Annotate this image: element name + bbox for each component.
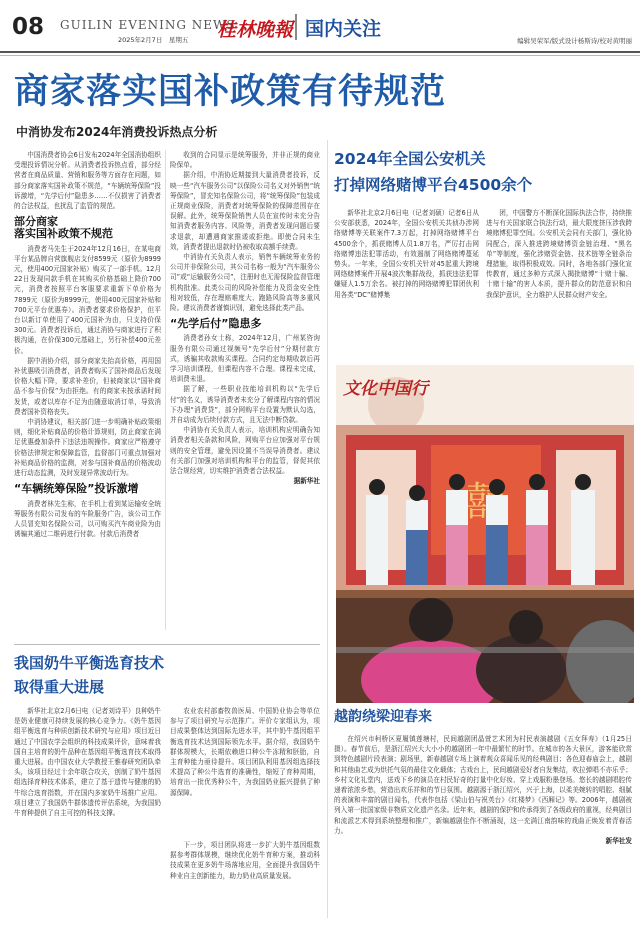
- section-title: 国内关注: [305, 18, 382, 40]
- lead-paragraph: 消费者马先生于2024年12月16日，在某电商平台某品牌自营旗舰店支付8599元（原价为8999元，使用400元国家补贴）购买了一部手机。12月22日发现同款手机在其购买价格基础上降价700元，消费者按照平台客服要求重新下单价格为7899元（原价为8999元，使用400元国家补贴和700元平台优惠券）。消费者要求价格保护，但平台以新订单使用了400元国补为由，只支持价保300元。消费者投诉后，通过消协与商家进行了积极沟通，在价保300元基础上，另行补偿400元差价。: [14, 244, 161, 355]
- photo-caption-text: 在绍兴市柯桥区夏履镇莲塘村，民间越剧团晶萱艺术团为村民表演越剧《五女拜寿》（1月25日摄）。春节前后，是浙江绍兴大大小小的越剧团一年中最繁忙的时节。在城市的各大景区，游客能欣赏到特色越剧片段表演；剧场里，新春越剧专场上演着观众喜闻乐见的经典剧目；各色迎春庙会上，越剧和其他曲艺成为烘托气氛的最佳文化载体；古戏台上，民间越剧爱好者自发集结，吹拉弹唱不亦乐乎；乡村文化礼堂内，送戏下乡的演员在村民好奇的打量中化好妆、穿上戏服粉墨登场。悠长的越剧唱腔传递着浓浓乡愁，营造出欢乐祥和的节日氛围。越剧源于浙江绍兴，兴于上海，以柔美婉转的唱腔、细腻的表演和丰富的剧目闻名，代表作包括《梁山伯与祝英台》《红楼梦》《西厢记》等。2006年，越剧被列入第一批国家级非物质文化遗产名录。近年来，越剧的保护和传承得到了各级政府的重视，经典剧目和流派艺术得到系统整理和推广，新编越剧佳作不断涌现，这一充满江南韵味的戏曲正焕发着青春活力。: [334, 735, 632, 835]
- milk-paragraph: 农业农村部畜牧兽医局、中国奶业协会等单位参与了项目研究与示范推广。评价专家组认为，项目成果整体达到国际先进水平，其中奶牛基因组平衡选育技术达到国际领先水平。据介绍，我国奶牛群体规模大，长期依赖进口种公牛冻精和胚胎，自主育种能力亟待提升。项目团队利用基因组选择技术提高了种公牛选育的准确性，缩短了育种周期，培育出一批优秀种公牛，为我国奶业振兴提供了种源保障。: [170, 707, 320, 797]
- milk-headline-line2: 取得重大进展: [14, 678, 105, 696]
- lead-section-heading-3: “车辆统筹保险”投诉激增: [14, 482, 139, 496]
- photo-caption-title: 越韵绕梁迎春来: [334, 709, 432, 725]
- lead-paragraph: 据介绍，中消协近期接到大量消费者投诉，反映一些“汽车服务公司”以保险公司名义对外销售“统筹保险”，冒充知名保险公司，将“统筹保险”包装成正规商业保险，消费者对统筹保险的保障范围存在误解。此外，统筹保险销售人员在宣传时未充分告知消费者服务内容、风险等，消费者发现问题后要求退款，却遭遇商家推诿或拒绝。即使合同未生效，消费者提出退款时仍被收取高额手续费。: [170, 171, 320, 251]
- lead-credit: 据新华社: [293, 477, 320, 486]
- lead-section-heading-2: 落实国补政策不规范: [14, 227, 113, 241]
- lead-paragraph: 消费者孙女士称，2024年12月，广州某咨询服务有限公司通过视频号“先学后付”分期付款方式，诱骗其收款购买课程。合同约定每期收款后再学习培训课程，但课程内容不合理。课程未完成，培训费未退。: [170, 334, 320, 384]
- gambling-headline-line1: 2024年全国公安机关: [334, 150, 486, 168]
- masthead-rule-thin: [0, 55, 640, 56]
- lead-paragraph: 中消协建议，相关部门进一步明确补贴政策细则，细化补贴商品的价格计算规则，防止商家在满足优惠叠加条件下违法违规操作。商家应严格遵守价格法律规定和保障监管，监督部门可重点加强对补贴商品价格的监测，对参与国补商品的价格波动进行动态监测，及时发现异常波动行为。: [14, 418, 161, 478]
- section-rule: [14, 644, 320, 645]
- lead-paragraph: 据中消协介绍，部分商家先抬高价格，再用国补优惠吸引消费者，消费者购买了国补商品后发现价格大幅下降，要求补差价，但被商家以“国补商品不参与价保”为由拒绝。有的商家未按承诺时间发货，或者以库存不足为由随意取消订单，导致消费者国补资格丧失。: [14, 356, 161, 416]
- lead-intro: 中国消费者协会6日发布2024年全国消协组织受理投诉情况分析。从消费者投诉热点看，部分经营者在商品质量、营销和服务等方面存在问题，如部分商家落实国补政策不规范，“车辆统筹保险”投诉激增，“先学后付”隐患多……不仅损害了消费者的合法权益，也扰乱了监管的规范。: [14, 151, 161, 211]
- page-number: 08: [12, 14, 45, 40]
- lead-column-2: [170, 150, 320, 630]
- lead-column-1: [14, 150, 161, 642]
- column-divider: [165, 150, 166, 630]
- milk-column-1: [14, 706, 161, 906]
- photo-credit: 新华社发: [605, 837, 632, 846]
- masthead-rule: [0, 51, 640, 53]
- lead-paragraph: 消费者林先生称，在手机上看到某运输安全统筹服务有限公司发布的车险服务广告，该公司工作人员冒充知名保险公司，以可购买汽车商业险为由诱骗其通过二维码进行付款。付款后消费者: [14, 499, 161, 539]
- paper-name-en: GUILIN EVENING NEWS: [60, 18, 236, 32]
- masthead-divider: [295, 14, 297, 40]
- milk-column-2: [170, 706, 320, 836]
- opera-photo: [336, 365, 634, 703]
- photo-caption: [334, 734, 632, 902]
- milk-paragraph: 新华社北京2月6日电（记者刘诗平）良种奶牛是奶业健康可持续发展的核心竞争力。《奶牛基因组平衡选育与种质创新技术研究与应用》项目近日通过了中国农学会组织的科技成果评价，意味着我国自主培育的奶牛品种在基因组平衡选育技术取得重大进展。由中国农业大学教授王雅春研究团队牵头，该项目经过十余年联合攻关，创制了奶牛基因组选择育种技术体系，建立了基于遗传与健康的奶牛综合选育指数，并在国内多家奶牛场推广应用。项目建立了我国奶牛群体遗传评估系统，为我国奶牛育种提供了自主可控的科技支撑。: [14, 707, 161, 818]
- lead-paragraph: 收到的合同显示是统筹服务，并非正规的商业险保单。: [170, 151, 320, 170]
- milk-paragraph: 下一步，项目团队将进一步扩大奶牛基因组数据参考群体规模，继续优化奶牛育种方案，推动科技成果在更多奶牛场落地应用，全面提升我国奶牛种业自主创新能力，助力奶业高质量发展。: [170, 841, 320, 880]
- lead-paragraph: 据了解，一些职业技能培训机构以“先学后付”的名义，诱导消费者未充分了解课程内容的情况下办理“消费贷”，部分网购平台设置为默认勾选，并自动成为后续付款方式，且无法中断贷款。: [170, 385, 320, 425]
- milk-headline: [14, 651, 314, 699]
- milk-column-3: [170, 840, 320, 906]
- gambling-column-1: [334, 208, 479, 358]
- gambling-headline-line2: 打掉网络赌博平台4500余个: [334, 176, 533, 194]
- paper-logo: 桂林晚報: [217, 19, 294, 41]
- gambling-paragraph: 团，中国警方不断深化国际执法合作，持续推进与有关国家联合执法行动，最大限度挤压涉我跨境赌博犯罪空间。公安机关会同有关部门，强化协同配合，深入推进跨境赌博资金链治理、“黑名单”等制度，强化涉赌资金链、技术链等全链条治理措施，取得积极成效。同时，各地各部门强化宣传教育，通过多种方式深入揭批赌博“十赌十骗、十赌十输”的害人本质，提升群众的防范意识和自我保护意识，全力维护人民群众财产安全。: [486, 209, 632, 299]
- gambling-paragraph: 新华社北京2月6日电（记者刘硕）记者6日从公安部获悉，2024年，全国公安机关共侦办涉网络赌博等关联案件7.3万起，打掉网络赌博平台4500余个，抓获赌博人员1.8万名，严厉打击网络赌博违法犯罪活动，有效遏制了网络赌博蔓延势头。一年来，全国公安机关针对45起重大跨境网络赌博案件开展4波次集群战役，抓获违法犯罪嫌疑人1.5万余名。被打掉的网络赌博犯罪团伙利用各类“DC”赌博集: [334, 209, 479, 299]
- lead-paragraph: 中消协有关负责人表示，销售车辆统筹业务的公司并非保险公司，其公司名称一般为“汽车服务公司”或“运输服务公司”，注册时也无需保险监督管理机构批准。此类公司的风险补偿能力及资金安全性相对较低，存在理赔难度大、跑路风险高等多重风险。建议消费者谨慎识别，避免选择此类产品。: [170, 253, 320, 313]
- issue-date: 2025年2月7日 星期五: [118, 36, 189, 44]
- opera-stage-image: [336, 365, 634, 703]
- milk-headline-line1: 我国奶牛平衡选育技术: [14, 654, 165, 672]
- lead-section-heading-4: “先学后付”隐患多: [170, 317, 262, 331]
- lead-subhead: 中消协发布2024年消费投诉热点分析: [16, 125, 218, 139]
- lead-headline: 商家落实国补政策有待规范: [14, 72, 447, 112]
- culture-banner: 文化中国行: [343, 379, 428, 399]
- column-divider: [327, 140, 328, 918]
- lead-section-heading: 部分商家: [14, 215, 58, 229]
- editor-credits: 编辑吴荣军/版式设计杨斯诗/校对黄明丽: [517, 37, 632, 45]
- gambling-column-2: [486, 208, 632, 358]
- gambling-headline: [334, 146, 634, 198]
- lead-paragraph: 中消协有关负责人表示，培训机构应明确告知消费者相关条款和风险，网购平台应加强对平台规则的安全管理，避免因设置不当误导消费者。建议有关部门加强对培训机构和平台的监管，督促其依法合规经营，切实维护消费者合法权益。: [170, 426, 320, 476]
